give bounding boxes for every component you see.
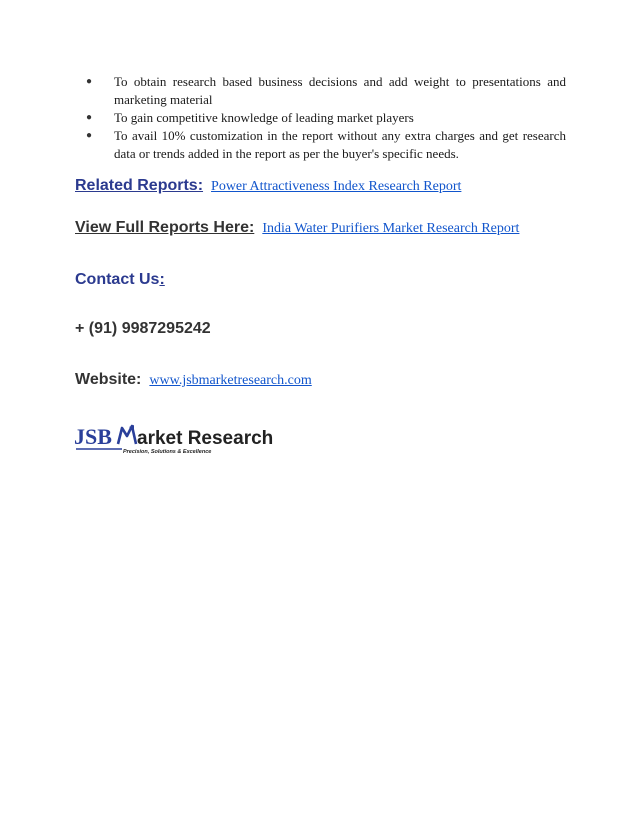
bullet-icon: ●	[86, 112, 93, 123]
logo-tagline: Precision, Solutions & Excellence	[123, 449, 212, 455]
related-reports-row	[75, 177, 461, 195]
list-item	[86, 73, 566, 109]
list-item-text: To gain competitive knowledge of leading market players	[114, 110, 414, 125]
full-report-link[interactable]: India Water Purifiers Market Research Report	[262, 221, 520, 236]
website-link[interactable]: www.jsbmarketresearch.com	[149, 373, 312, 388]
logo-name: arket Research	[137, 428, 274, 449]
list-item	[86, 127, 566, 163]
related-report-link[interactable]: Power Attractiveness Index Research Report	[211, 179, 462, 194]
jsb-market-research-logo	[74, 420, 284, 460]
logo-arrow-icon	[118, 425, 136, 444]
bullet-icon: ●	[86, 76, 93, 87]
contact-us-heading	[75, 271, 165, 289]
phone-number	[75, 320, 211, 338]
phone-text: + (91) 9987295242	[75, 320, 211, 337]
website-label: Website:	[75, 371, 142, 388]
list-item	[86, 109, 566, 127]
website-row	[75, 371, 312, 389]
list-item-text: To avail 10% customization in the report without any extra charges and get research data or trends added in the report as per the buyer's specific needs.	[114, 128, 566, 161]
contact-us-label: Contact Us	[75, 271, 160, 288]
logo-prefix: JSB	[74, 424, 112, 449]
list-item-text: To obtain research based business decisions and add weight to presentations and marketing material	[114, 74, 566, 107]
contact-us-colon: :	[159, 271, 165, 288]
benefits-list	[86, 73, 566, 163]
bullet-icon: ●	[86, 130, 93, 141]
full-reports-label: View Full Reports Here:	[75, 219, 255, 236]
related-reports-label: Related Reports:	[75, 177, 204, 194]
full-reports-row	[75, 219, 519, 237]
